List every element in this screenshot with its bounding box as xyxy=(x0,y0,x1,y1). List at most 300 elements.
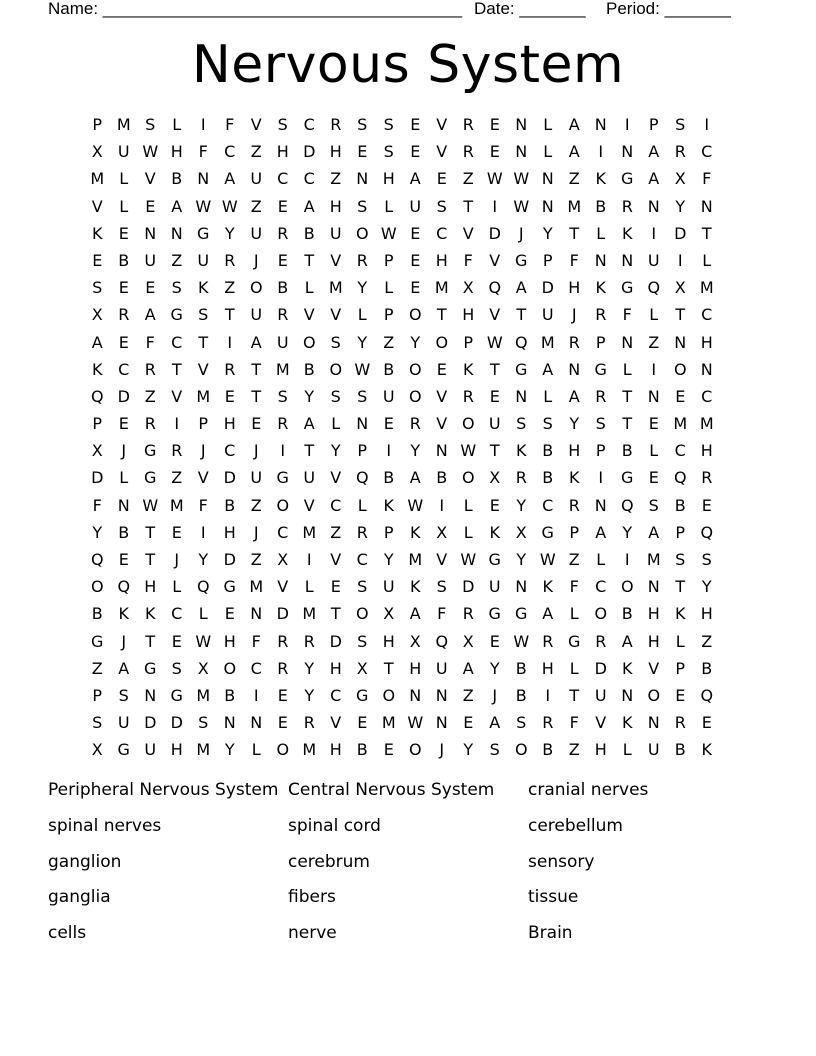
grid-letter: H xyxy=(329,658,342,678)
grid-letter: C xyxy=(595,577,607,597)
grid-letter: B xyxy=(356,740,368,760)
grid-letter: M xyxy=(646,550,661,569)
grid-letter: S xyxy=(675,550,686,569)
grid-letter: S xyxy=(277,115,288,134)
grid-letter: A xyxy=(568,142,580,162)
grid-letter: L xyxy=(384,196,394,216)
grid-letter: V xyxy=(648,658,660,678)
grid-letter: Y xyxy=(569,414,580,434)
grid-letter: Y xyxy=(357,332,368,352)
grid-letter: A xyxy=(595,522,607,542)
grid-letter: O xyxy=(594,604,608,624)
grid-letter: T xyxy=(569,685,580,705)
word-bank-item: fibers xyxy=(288,887,336,908)
grid-letter: E xyxy=(410,142,421,162)
grid-letter: X xyxy=(91,740,103,760)
grid-letter: O xyxy=(355,223,369,243)
grid-letter: T xyxy=(675,577,686,597)
grid-letter: C xyxy=(701,386,713,406)
grid-letter: J xyxy=(253,441,259,461)
grid-letter: Y xyxy=(198,550,209,569)
grid-letter: N xyxy=(621,250,634,270)
grid-letter: E xyxy=(489,142,500,162)
grid-letter: T xyxy=(145,522,156,542)
grid-letter: L xyxy=(622,359,632,379)
word-bank-item: ganglia xyxy=(48,887,111,908)
grid-letter: D xyxy=(91,468,104,488)
grid-letter: D xyxy=(223,550,236,569)
grid-letter: X xyxy=(674,169,686,189)
page-title: Nervous System xyxy=(191,35,625,95)
grid-letter: G xyxy=(223,577,236,597)
grid-letter: B xyxy=(701,658,713,678)
grid-letter: R xyxy=(303,631,315,651)
grid-letter: L xyxy=(596,550,606,569)
grid-letter: U xyxy=(541,305,554,325)
grid-letter: Y xyxy=(542,223,553,243)
grid-letter: V xyxy=(250,115,262,134)
grid-letter: W xyxy=(354,359,371,379)
grid-letter: V xyxy=(330,305,342,325)
grid-letter: E xyxy=(489,495,500,515)
grid-letter: Q xyxy=(673,468,687,488)
grid-letter: J xyxy=(518,223,524,243)
grid-letter: X xyxy=(383,604,395,624)
grid-letter: E xyxy=(648,414,659,434)
grid-letter: N xyxy=(674,332,687,352)
grid-letter: L xyxy=(569,604,579,624)
grid-letter: F xyxy=(92,495,102,515)
grid-letter: K xyxy=(145,604,156,624)
grid-letter: L xyxy=(119,169,129,189)
grid-letter: V xyxy=(489,250,501,270)
grid-letter: L xyxy=(384,278,394,298)
grid-letter: S xyxy=(330,386,341,406)
grid-letter: D xyxy=(594,658,607,678)
grid-letter: O xyxy=(408,386,422,406)
grid-letter: S xyxy=(92,713,103,733)
grid-letter: H xyxy=(276,142,289,162)
grid-letter: R xyxy=(277,305,289,325)
grid-letter: O xyxy=(514,740,528,760)
word-bank-item: sensory xyxy=(528,851,595,872)
grid-letter: O xyxy=(302,332,316,352)
grid-letter: I xyxy=(624,550,630,569)
grid-letter: K xyxy=(118,604,129,624)
grid-letter: T xyxy=(304,250,315,270)
grid-letter: G xyxy=(594,359,607,379)
grid-letter: E xyxy=(410,278,421,298)
grid-letter: C xyxy=(330,685,342,705)
grid-letter: V xyxy=(436,386,448,406)
grid-letter: J xyxy=(439,740,445,760)
grid-letter: V xyxy=(277,577,289,597)
grid-letter: H xyxy=(329,142,342,162)
grid-letter: G xyxy=(276,468,289,488)
grid-letter: M xyxy=(434,278,449,298)
grid-letter: J xyxy=(571,305,577,325)
grid-letter: K xyxy=(701,740,712,760)
grid-letter: S xyxy=(118,685,129,705)
grid-letter: R xyxy=(356,250,368,270)
grid-letter: B xyxy=(515,685,527,705)
grid-letter: B xyxy=(224,685,236,705)
grid-letter: T xyxy=(569,223,580,243)
grid-letter: P xyxy=(92,414,103,434)
grid-letter: Z xyxy=(91,658,103,678)
word-bank-item: tissue xyxy=(528,887,579,908)
grid-letter: J xyxy=(253,522,259,542)
grid-letter: N xyxy=(515,115,528,134)
grid-letter: M xyxy=(275,359,290,379)
grid-letter: N xyxy=(515,386,528,406)
grid-letter: S xyxy=(516,414,527,434)
grid-letter: E xyxy=(648,468,659,488)
grid-letter: W xyxy=(486,169,503,189)
grid-letter: E xyxy=(383,414,394,434)
grid-letter: I xyxy=(253,685,259,705)
grid-letter: Z xyxy=(330,522,342,542)
grid-letter: O xyxy=(647,685,661,705)
grid-letter: E xyxy=(489,386,500,406)
grid-letter: R xyxy=(409,414,421,434)
grid-letter: L xyxy=(622,740,632,760)
grid-letter: K xyxy=(622,713,633,733)
grid-letter: N xyxy=(117,495,130,515)
grid-letter: Q xyxy=(647,278,661,298)
grid-letter: T xyxy=(171,359,182,379)
grid-letter: T xyxy=(489,441,500,461)
grid-letter: M xyxy=(699,414,714,434)
grid-letter: P xyxy=(383,522,394,542)
grid-letter: H xyxy=(435,250,448,270)
grid-letter: E xyxy=(489,115,500,134)
grid-letter: T xyxy=(145,631,156,651)
word-bank-item: cerebrum xyxy=(288,851,370,872)
grid-letter: O xyxy=(355,604,369,624)
grid-letter: Z xyxy=(701,631,713,651)
grid-letter: K xyxy=(410,522,421,542)
grid-letter: L xyxy=(702,250,712,270)
word-bank xyxy=(48,776,768,955)
grid-letter: C xyxy=(277,169,289,189)
grid-letter: R xyxy=(542,713,554,733)
grid-letter: R xyxy=(462,142,474,162)
grid-letter: A xyxy=(621,631,633,651)
grid-letter: V xyxy=(303,305,315,325)
grid-letter: S xyxy=(357,196,368,216)
grid-letter: R xyxy=(356,522,368,542)
grid-letter: A xyxy=(542,604,554,624)
grid-letter: K xyxy=(410,577,421,597)
grid-letter: I xyxy=(492,196,498,216)
grid-letter: H xyxy=(329,196,342,216)
grid-letter: S xyxy=(171,278,182,298)
grid-letter: H xyxy=(568,278,581,298)
grid-letter: V xyxy=(330,250,342,270)
grid-letter: E xyxy=(489,631,500,651)
grid-letter: Z xyxy=(568,740,580,760)
grid-letter: Z xyxy=(144,386,156,406)
grid-letter: R xyxy=(277,658,289,678)
grid-letter: U xyxy=(117,713,130,733)
grid-letter: M xyxy=(116,115,131,134)
grid-letter: E xyxy=(383,740,394,760)
grid-letter: H xyxy=(541,658,554,678)
grid-letter: N xyxy=(250,604,263,624)
grid-letter: P xyxy=(675,522,686,542)
grid-letter: H xyxy=(329,740,342,760)
grid-letter: C xyxy=(303,169,315,189)
grid-letter: U xyxy=(276,332,289,352)
grid-letter: K xyxy=(516,441,527,461)
grid-letter: B xyxy=(171,169,183,189)
grid-letter: Z xyxy=(568,169,580,189)
grid-letter: B xyxy=(224,495,236,515)
grid-letter: P xyxy=(569,522,580,542)
grid-letter: N xyxy=(594,115,607,134)
grid-letter: Y xyxy=(383,550,394,569)
grid-letter: G xyxy=(91,631,104,651)
grid-letter: H xyxy=(223,522,236,542)
grid-letter: Y xyxy=(489,658,500,678)
grid-letter: U xyxy=(594,685,607,705)
grid-letter: G xyxy=(515,250,528,270)
grid-letter: B xyxy=(674,495,686,515)
grid-letter: C xyxy=(224,142,236,162)
grid-letter: J xyxy=(253,250,259,270)
grid-letter: N xyxy=(435,713,448,733)
grid-letter: N xyxy=(541,196,554,216)
grid-letter: H xyxy=(462,305,475,325)
grid-letter: E xyxy=(118,278,129,298)
grid-letter: P xyxy=(198,414,209,434)
grid-letter: V xyxy=(436,550,448,569)
grid-letter: O xyxy=(276,740,290,760)
grid-letter: G xyxy=(356,685,369,705)
grid-letter: X xyxy=(436,522,448,542)
grid-letter: Q xyxy=(514,332,528,352)
grid-letter: C xyxy=(674,441,686,461)
grid-letter: J xyxy=(200,441,206,461)
grid-letter: E xyxy=(701,713,712,733)
grid-letter: V xyxy=(197,468,209,488)
grid-letter: F xyxy=(569,577,579,597)
grid-letter: W xyxy=(513,631,530,651)
grid-letter: U xyxy=(250,305,263,325)
grid-letter: O xyxy=(329,359,343,379)
grid-letter: Q xyxy=(488,278,502,298)
grid-letter: E xyxy=(330,577,341,597)
grid-letter: W xyxy=(486,332,503,352)
grid-letter: I xyxy=(651,359,657,379)
grid-letter: G xyxy=(621,169,634,189)
grid-letter: E xyxy=(277,713,288,733)
grid-letter: A xyxy=(250,332,262,352)
period-field-label: Period: _______ xyxy=(606,0,731,18)
grid-letter: W xyxy=(513,169,530,189)
grid-letter: R xyxy=(568,495,580,515)
grid-letter: N xyxy=(409,685,422,705)
grid-letter: S xyxy=(489,740,500,760)
grid-letter: W xyxy=(460,550,477,569)
grid-letter: X xyxy=(462,631,474,651)
grid-letter: L xyxy=(251,740,261,760)
grid-letter: L xyxy=(649,441,659,461)
grid-letter: H xyxy=(170,740,183,760)
grid-letter: L xyxy=(675,631,685,651)
grid-letter: A xyxy=(568,115,580,134)
grid-letter: H xyxy=(223,631,236,651)
grid-letter: R xyxy=(277,223,289,243)
grid-letter: E xyxy=(410,250,421,270)
grid-letter: G xyxy=(568,631,581,651)
grid-letter: D xyxy=(488,223,501,243)
grid-letter: Q xyxy=(700,685,714,705)
grid-letter: V xyxy=(144,169,156,189)
grid-letter: T xyxy=(304,441,315,461)
grid-letter: G xyxy=(144,468,157,488)
grid-letter: V xyxy=(197,359,209,379)
grid-letter: B xyxy=(515,658,527,678)
grid-letter: L xyxy=(304,278,314,298)
grid-letter: E xyxy=(145,278,156,298)
grid-letter: M xyxy=(673,414,688,434)
grid-letter: B xyxy=(621,441,633,461)
grid-letter: I xyxy=(200,115,206,134)
grid-letter: V xyxy=(303,495,315,515)
grid-letter: Z xyxy=(171,250,183,270)
grid-letter: A xyxy=(489,713,501,733)
grid-letter: T xyxy=(463,196,474,216)
grid-letter: C xyxy=(436,223,448,243)
grid-letter: N xyxy=(144,223,157,243)
grid-letter: Z xyxy=(250,196,262,216)
grid-letter: L xyxy=(172,577,182,597)
grid-letter: I xyxy=(704,115,710,134)
grid-letter: R xyxy=(144,359,156,379)
date-field-label: Date: _______ xyxy=(474,0,586,18)
grid-letter: F xyxy=(622,305,632,325)
grid-letter: R xyxy=(674,142,686,162)
grid-letter: T xyxy=(383,658,394,678)
grid-letter: S xyxy=(648,495,659,515)
grid-letter: K xyxy=(622,658,633,678)
word-search-grid xyxy=(84,111,720,764)
grid-letter: B xyxy=(542,441,554,461)
grid-letter: H xyxy=(568,441,581,461)
grid-letter: A xyxy=(515,278,527,298)
grid-letter: Y xyxy=(330,441,341,461)
grid-letter: U xyxy=(488,577,501,597)
grid-letter: I xyxy=(624,115,630,134)
grid-letter: M xyxy=(196,386,211,406)
grid-letter: M xyxy=(196,740,211,760)
grid-letter: F xyxy=(251,631,261,651)
grid-letter: W xyxy=(407,495,424,515)
grid-letter: W xyxy=(195,631,212,651)
grid-letter: B xyxy=(91,604,103,624)
grid-letter: Q xyxy=(700,522,714,542)
grid-letter: F xyxy=(569,713,579,733)
grid-letter: A xyxy=(409,169,421,189)
grid-letter: D xyxy=(144,713,157,733)
grid-letter: H xyxy=(170,142,183,162)
grid-letter: R xyxy=(568,332,580,352)
grid-letter: N xyxy=(197,169,210,189)
grid-letter: H xyxy=(700,604,713,624)
grid-letter: G xyxy=(515,359,528,379)
word-bank-item: Brain xyxy=(528,923,573,944)
grid-letter: C xyxy=(118,359,130,379)
word-bank-item: Central Nervous System xyxy=(288,780,495,800)
grid-letter: A xyxy=(462,658,474,678)
grid-letter: S xyxy=(436,577,447,597)
grid-letter: E xyxy=(224,386,235,406)
word-bank-item: spinal nerves xyxy=(48,815,162,836)
grid-letter: C xyxy=(542,495,554,515)
grid-letter: B xyxy=(118,250,130,270)
grid-letter: O xyxy=(223,658,237,678)
grid-letter: Y xyxy=(701,577,712,597)
grid-letter: E xyxy=(357,713,368,733)
grid-letter: E xyxy=(675,386,686,406)
grid-letter: N xyxy=(170,223,183,243)
grid-letter: R xyxy=(224,250,236,270)
grid-letter: N xyxy=(568,359,581,379)
grid-letter: N xyxy=(700,196,713,216)
grid-letter: W xyxy=(221,196,238,216)
grid-letter: Z xyxy=(648,332,660,352)
grid-letter: Z xyxy=(250,142,262,162)
grid-letter: B xyxy=(542,468,554,488)
grid-letter: F xyxy=(569,250,579,270)
grid-letter: Z xyxy=(383,332,395,352)
grid-letter: Q xyxy=(90,550,104,569)
grid-letter: U xyxy=(303,468,316,488)
grid-letter: I xyxy=(280,441,286,461)
grid-letter: K xyxy=(463,359,474,379)
grid-letter: E xyxy=(118,550,129,569)
grid-letter: R xyxy=(595,305,607,325)
grid-letter: Y xyxy=(224,223,235,243)
grid-letter: F xyxy=(198,495,208,515)
grid-letter: T xyxy=(701,223,712,243)
grid-letter: O xyxy=(382,685,396,705)
grid-letter: H xyxy=(700,332,713,352)
grid-letter: K xyxy=(92,359,103,379)
grid-letter: S xyxy=(171,658,182,678)
grid-letter: M xyxy=(699,278,714,298)
grid-letter: W xyxy=(195,196,212,216)
word-bank-item: Peripheral Nervous System xyxy=(48,780,279,800)
grid-letter: D xyxy=(674,223,687,243)
grid-letter: T xyxy=(622,386,633,406)
grid-letter: S xyxy=(357,115,368,134)
grid-letter: W xyxy=(539,550,556,569)
grid-letter: Q xyxy=(620,495,634,515)
grid-letter: T xyxy=(330,604,341,624)
grid-letter: Z xyxy=(462,169,474,189)
grid-letter: G xyxy=(488,550,501,569)
grid-letter: M xyxy=(381,713,396,733)
grid-letter: X xyxy=(356,658,368,678)
grid-letter: D xyxy=(329,631,342,651)
grid-letter: D xyxy=(170,713,183,733)
grid-letter: U xyxy=(250,223,263,243)
grid-letter: Y xyxy=(304,658,315,678)
grid-letter: N xyxy=(647,386,660,406)
